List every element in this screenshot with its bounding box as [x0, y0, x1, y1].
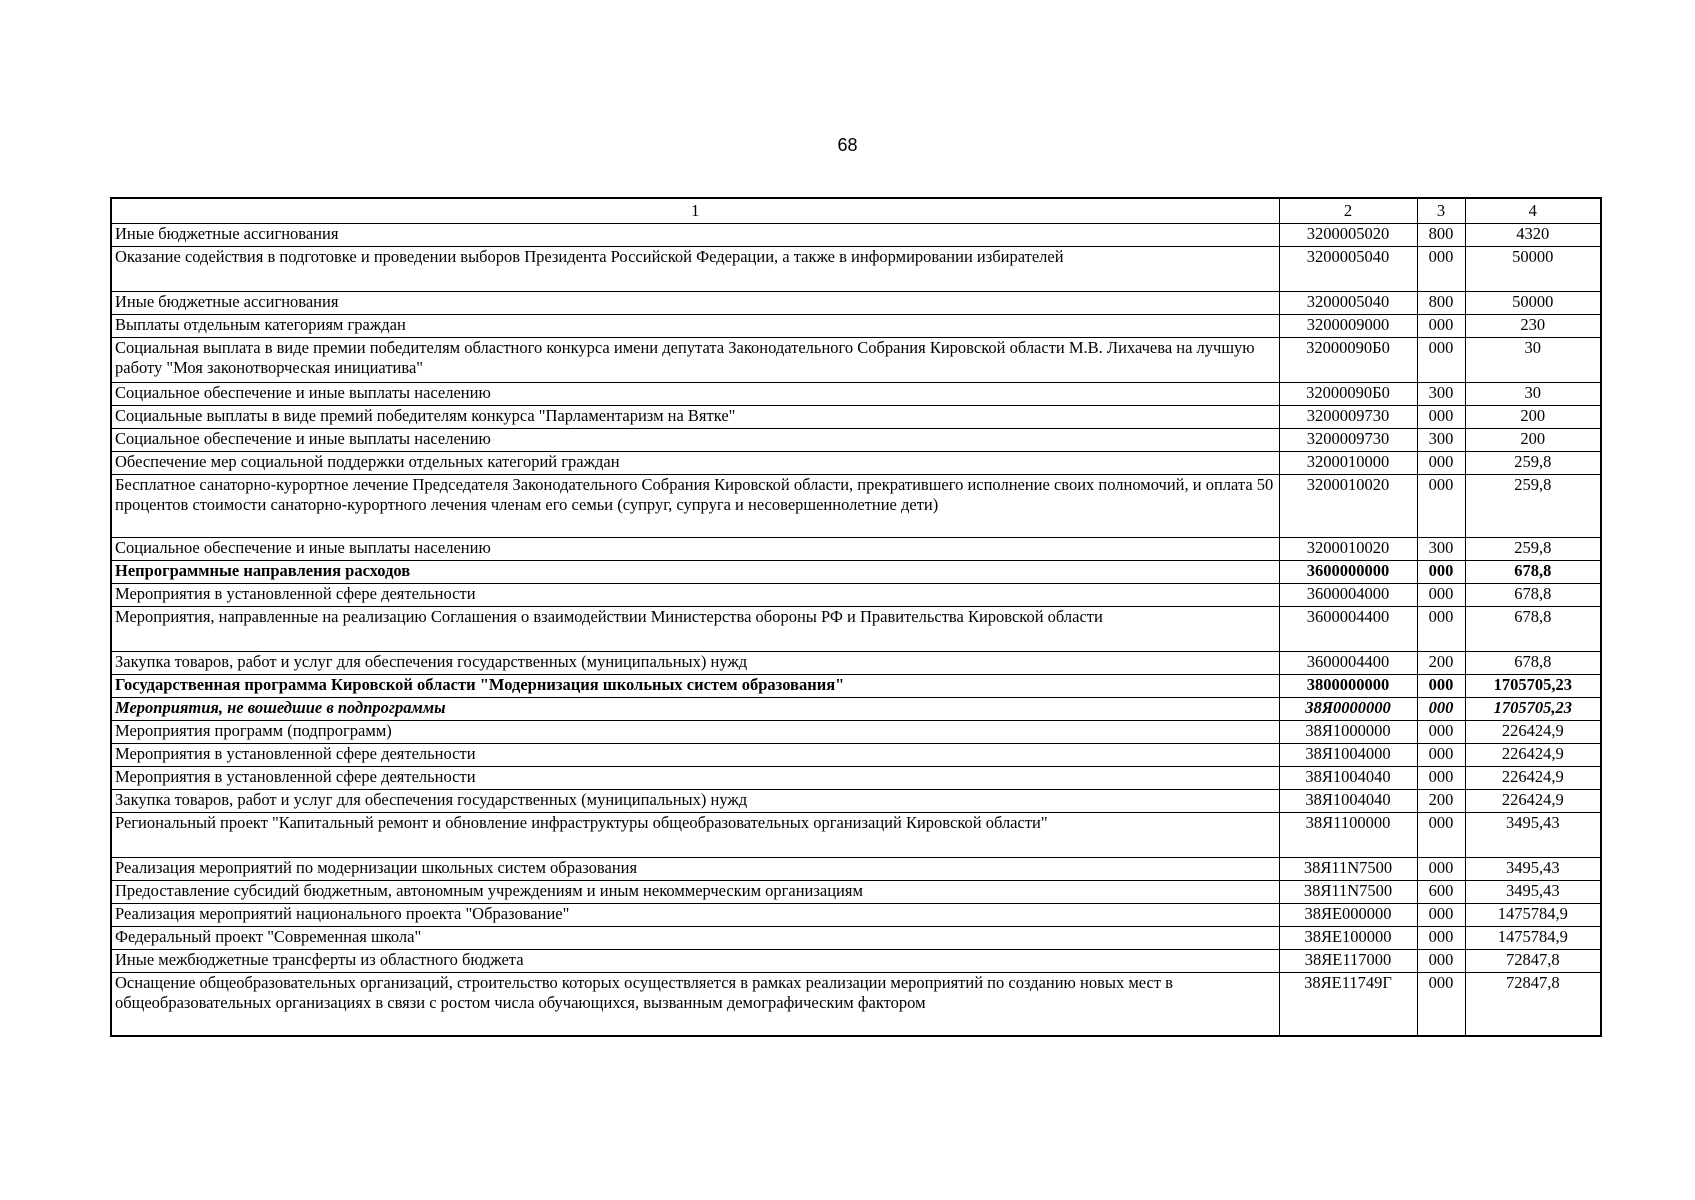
row-name-cell: Оказание содействия в подготовке и проведении выборов Президента Российской Федерации, а также в информировании избирателей [111, 247, 1279, 292]
row-code-cell: 3200009730 [1279, 406, 1417, 429]
row-kvr-cell: 000 [1417, 927, 1465, 950]
table-row [111, 790, 1601, 813]
table-row [111, 561, 1601, 584]
row-code-cell: 38Я0000000 [1279, 698, 1417, 721]
row-code-cell: 3200005040 [1279, 292, 1417, 315]
row-code-cell: 3200009000 [1279, 315, 1417, 338]
page-number: 68 [837, 135, 858, 155]
row-name-cell: Социальное обеспечение и иные выплаты населению [111, 429, 1279, 452]
row-code-cell: 32000090Б0 [1279, 338, 1417, 383]
row-kvr-cell: 000 [1417, 452, 1465, 475]
table-row [111, 813, 1601, 858]
row-name-cell: Выплаты отдельным категориям граждан [111, 315, 1279, 338]
row-sum-cell: 1705705,23 [1465, 675, 1601, 698]
table-row [111, 383, 1601, 406]
row-kvr-cell: 000 [1417, 858, 1465, 881]
row-code-cell: 38Я11N7500 [1279, 881, 1417, 904]
row-sum-cell: 226424,9 [1465, 721, 1601, 744]
row-sum-cell: 678,8 [1465, 607, 1601, 652]
row-kvr-cell: 000 [1417, 475, 1465, 538]
row-sum-cell: 259,8 [1465, 538, 1601, 561]
row-code-cell: 3200005040 [1279, 247, 1417, 292]
row-kvr-cell: 000 [1417, 813, 1465, 858]
header-col-2: 2 [1279, 198, 1417, 224]
row-name-cell: Закупка товаров, работ и услуг для обеспечения государственных (муниципальных) нужд [111, 790, 1279, 813]
row-name-cell: Обеспечение мер социальной поддержки отдельных категорий граждан [111, 452, 1279, 475]
row-kvr-cell: 000 [1417, 584, 1465, 607]
row-name-cell: Федеральный проект "Современная школа" [111, 927, 1279, 950]
row-code-cell: 3200005020 [1279, 224, 1417, 247]
row-sum-cell: 3495,43 [1465, 813, 1601, 858]
row-name-cell: Социальные выплаты в виде премий победителям конкурса "Парламентаризм на Вятке" [111, 406, 1279, 429]
table-row [111, 904, 1601, 927]
table-row [111, 698, 1601, 721]
row-name-cell: Оснащение общеобразовательных организаций, строительство которых осуществляется в рамках реализации мероприятий по созданию новых мест в общеобразовательных организациях в связи с ростом числа обучающихся, вызванным демографическим фактором [111, 973, 1279, 1037]
header-col-3: 3 [1417, 198, 1465, 224]
row-kvr-cell: 000 [1417, 607, 1465, 652]
row-code-cell: 38ЯЕ100000 [1279, 927, 1417, 950]
table-row [111, 721, 1601, 744]
row-sum-cell: 259,8 [1465, 452, 1601, 475]
row-name-cell: Мероприятия, направленные на реализацию Соглашения о взаимодействии Министерства обороны РФ и Правительства Кировской области [111, 607, 1279, 652]
row-sum-cell: 72847,8 [1465, 950, 1601, 973]
row-code-cell: 3200010000 [1279, 452, 1417, 475]
header-col-1: 1 [111, 198, 1279, 224]
row-kvr-cell: 800 [1417, 224, 1465, 247]
table-row [111, 584, 1601, 607]
row-name-cell: Социальная выплата в виде премии победителям областного конкурса имени депутата Законодательного Собрания Кировской области М.В. Лихачева на лучшую работу "Моя законотворческая инициатива" [111, 338, 1279, 383]
row-sum-cell: 678,8 [1465, 561, 1601, 584]
row-sum-cell: 72847,8 [1465, 973, 1601, 1037]
row-sum-cell: 1475784,9 [1465, 927, 1601, 950]
table-row [111, 973, 1601, 1037]
table-row [111, 744, 1601, 767]
table-row [111, 950, 1601, 973]
table-row [111, 675, 1601, 698]
row-code-cell: 3600004000 [1279, 584, 1417, 607]
row-kvr-cell: 000 [1417, 406, 1465, 429]
row-name-cell: Иные бюджетные ассигнования [111, 292, 1279, 315]
row-sum-cell: 230 [1465, 315, 1601, 338]
row-kvr-cell: 000 [1417, 698, 1465, 721]
row-sum-cell: 200 [1465, 429, 1601, 452]
table-row [111, 224, 1601, 247]
row-code-cell: 38Я1004040 [1279, 767, 1417, 790]
row-kvr-cell: 600 [1417, 881, 1465, 904]
row-code-cell: 3600000000 [1279, 561, 1417, 584]
table-row [111, 767, 1601, 790]
row-code-cell: 3200010020 [1279, 475, 1417, 538]
row-name-cell: Мероприятия в установленной сфере деятельности [111, 744, 1279, 767]
table-row [111, 452, 1601, 475]
row-sum-cell: 1475784,9 [1465, 904, 1601, 927]
row-name-cell: Региональный проект "Капитальный ремонт и обновление инфраструктуры общеобразовательных организаций Кировской области" [111, 813, 1279, 858]
row-code-cell: 38ЯЕ11749Г [1279, 973, 1417, 1037]
row-name-cell: Бесплатное санаторно-курортное лечение Председателя Законодательного Собрания Кировской области, прекратившего исполнение своих полномочий, и оплата 50 процентов стоимости санаторно-курортного лечения членам его семьи (супруг, супруга и несовершеннолетние дети) [111, 475, 1279, 538]
row-kvr-cell: 200 [1417, 652, 1465, 675]
row-kvr-cell: 000 [1417, 744, 1465, 767]
row-kvr-cell: 000 [1417, 247, 1465, 292]
row-kvr-cell: 300 [1417, 383, 1465, 406]
table-row [111, 607, 1601, 652]
row-sum-cell: 226424,9 [1465, 767, 1601, 790]
row-name-cell: Реализация мероприятий по модернизации школьных систем образования [111, 858, 1279, 881]
row-kvr-cell: 000 [1417, 338, 1465, 383]
row-sum-cell: 226424,9 [1465, 744, 1601, 767]
row-sum-cell: 678,8 [1465, 584, 1601, 607]
budget-table [110, 197, 1602, 1037]
table-row [111, 475, 1601, 538]
table-row [111, 406, 1601, 429]
row-name-cell: Мероприятия, не вошедшие в подпрограммы [111, 698, 1279, 721]
table-row [111, 881, 1601, 904]
row-code-cell: 38ЯЕ117000 [1279, 950, 1417, 973]
row-name-cell: Реализация мероприятий национального проекта "Образование" [111, 904, 1279, 927]
row-kvr-cell: 200 [1417, 790, 1465, 813]
row-name-cell: Мероприятия программ (подпрограмм) [111, 721, 1279, 744]
row-kvr-cell: 800 [1417, 292, 1465, 315]
row-sum-cell: 4320 [1465, 224, 1601, 247]
row-code-cell: 3200009730 [1279, 429, 1417, 452]
table-row [111, 338, 1601, 383]
row-kvr-cell: 300 [1417, 538, 1465, 561]
row-name-cell: Закупка товаров, работ и услуг для обеспечения государственных (муниципальных) нужд [111, 652, 1279, 675]
row-name-cell: Социальное обеспечение и иные выплаты населению [111, 538, 1279, 561]
table-row [111, 429, 1601, 452]
table-row [111, 652, 1601, 675]
row-kvr-cell: 300 [1417, 429, 1465, 452]
row-name-cell: Иные бюджетные ассигнования [111, 224, 1279, 247]
row-name-cell: Иные межбюджетные трансферты из областного бюджета [111, 950, 1279, 973]
table-row [111, 292, 1601, 315]
row-name-cell: Мероприятия в установленной сфере деятельности [111, 767, 1279, 790]
row-sum-cell: 50000 [1465, 247, 1601, 292]
table-row [111, 538, 1601, 561]
row-sum-cell: 50000 [1465, 292, 1601, 315]
header-col-4: 4 [1465, 198, 1601, 224]
row-name-cell: Социальное обеспечение и иные выплаты населению [111, 383, 1279, 406]
row-sum-cell: 678,8 [1465, 652, 1601, 675]
row-code-cell: 38Я11N7500 [1279, 858, 1417, 881]
row-name-cell: Мероприятия в установленной сфере деятельности [111, 584, 1279, 607]
row-sum-cell: 30 [1465, 383, 1601, 406]
row-code-cell: 3200010020 [1279, 538, 1417, 561]
row-code-cell: 38Я1004000 [1279, 744, 1417, 767]
row-code-cell: 38Я1004040 [1279, 790, 1417, 813]
row-code-cell: 38ЯЕ000000 [1279, 904, 1417, 927]
row-code-cell: 32000090Б0 [1279, 383, 1417, 406]
row-kvr-cell: 000 [1417, 950, 1465, 973]
row-sum-cell: 30 [1465, 338, 1601, 383]
row-kvr-cell: 000 [1417, 973, 1465, 1037]
row-name-cell: Непрограммные направления расходов [111, 561, 1279, 584]
table-row [111, 858, 1601, 881]
row-kvr-cell: 000 [1417, 315, 1465, 338]
table-row [111, 927, 1601, 950]
row-sum-cell: 1705705,23 [1465, 698, 1601, 721]
row-code-cell: 38Я1000000 [1279, 721, 1417, 744]
row-sum-cell: 259,8 [1465, 475, 1601, 538]
row-sum-cell: 226424,9 [1465, 790, 1601, 813]
table-row [111, 247, 1601, 292]
row-sum-cell: 3495,43 [1465, 881, 1601, 904]
row-code-cell: 3800000000 [1279, 675, 1417, 698]
row-kvr-cell: 000 [1417, 904, 1465, 927]
row-code-cell: 3600004400 [1279, 652, 1417, 675]
row-code-cell: 3600004400 [1279, 607, 1417, 652]
row-sum-cell: 3495,43 [1465, 858, 1601, 881]
row-kvr-cell: 000 [1417, 767, 1465, 790]
table-row [111, 315, 1601, 338]
row-name-cell: Предоставление субсидий бюджетным, автономным учреждениям и иным некоммерческим организациям [111, 881, 1279, 904]
table-body [111, 224, 1601, 1037]
row-sum-cell: 200 [1465, 406, 1601, 429]
row-kvr-cell: 000 [1417, 561, 1465, 584]
table-header-row [111, 198, 1601, 224]
row-kvr-cell: 000 [1417, 675, 1465, 698]
row-kvr-cell: 000 [1417, 721, 1465, 744]
row-name-cell: Государственная программа Кировской области "Модернизация школьных систем образования" [111, 675, 1279, 698]
row-code-cell: 38Я1100000 [1279, 813, 1417, 858]
